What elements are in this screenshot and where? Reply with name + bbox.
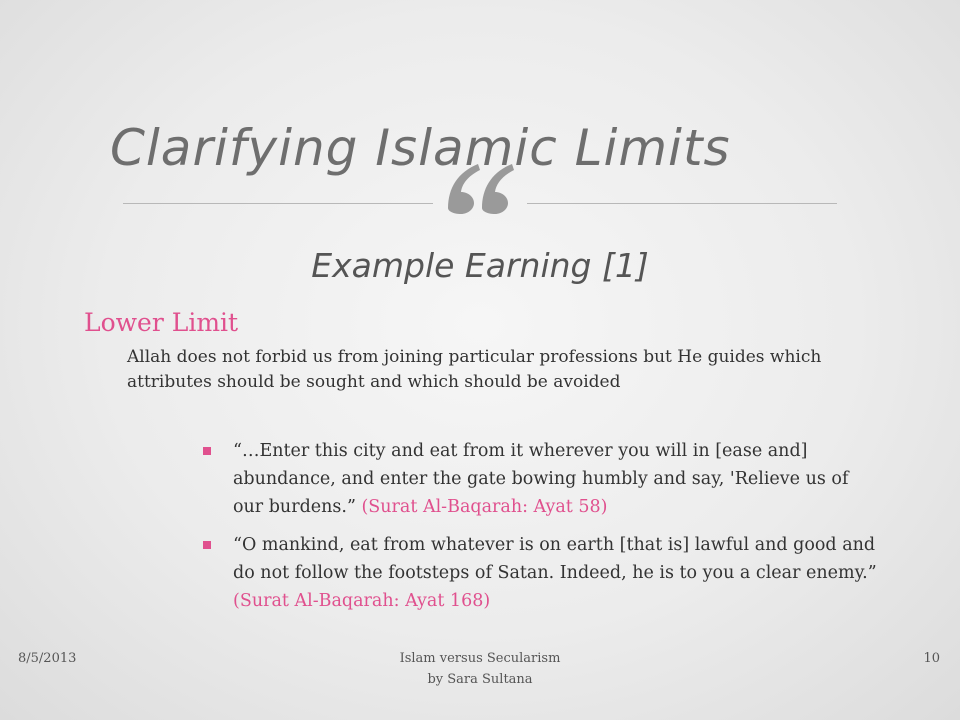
footer-author: by Sara Sultana [427,672,533,687]
quote-mark-logo-icon [444,158,518,214]
title-divider-right [527,203,837,204]
footer-presentation-title: Islam versus Secularism [399,651,561,666]
bullet-square-icon [203,541,211,549]
footer-page-number: 10 [923,651,940,666]
slide-title: Clarifying Islamic Limits [110,119,731,177]
footer-date: 8/5/2013 [18,651,77,666]
bullet-quote: “O mankind, eat from whatever is on earth [that is] lawful and good and do not follow the footsteps of Satan. Indeed, he is to you a clear enemy.” [233,535,877,583]
bullet-square-icon [203,447,211,455]
bullet-citation: (Surat Al-Baqarah: Ayat 58) [361,497,608,517]
section-heading: Lower Limit [84,308,239,337]
slide-subtitle: Example Earning [1] [311,246,649,285]
bullet-quote: “…Enter this city and eat from it wherever you will in [ease and] abundance, and enter the gate bowing humbly and say, 'Relieve us of our burdens.” [233,441,849,517]
intro-paragraph: Allah does not forbid us from joining particular professions but He guides which attributes should be sought and which should be avoided [127,347,822,392]
bullet-citation: (Surat Al-Baqarah: Ayat 168) [233,591,491,611]
bullet-item [233,437,883,521]
bullet-item [233,531,883,615]
footer-presentation-info [330,648,630,690]
title-divider-left [123,203,433,204]
